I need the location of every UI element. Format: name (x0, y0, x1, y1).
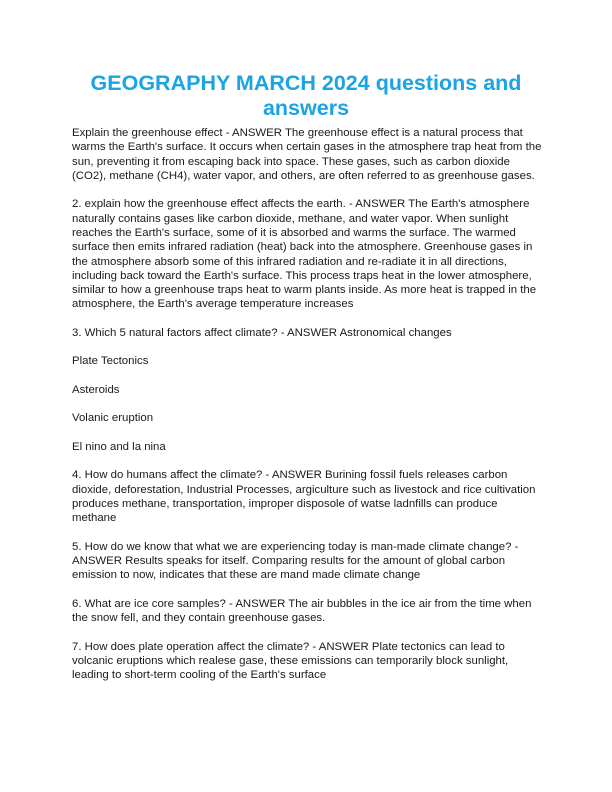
answer-3-natural-factors: 3. Which 5 natural factors affect climate? - ANSWER Astronomical changes (72, 326, 452, 339)
answer-7-plate-operation: 7. How does plate operation affect the climate? - ANSWER Plate tectonics can lead to volcanic eruptions which realese gase, these emissions can temporarily block sunlight, leading to short-term cooling of the Earth's surface (72, 640, 509, 682)
list-item-asteroids: Asteroids (72, 383, 120, 396)
answer-2-greenhouse-effect-earth: 2. explain how the greenhouse effect affects the earth. - ANSWER The Earth's atmosphere naturally contains gases like carbon dioxide, methane, and water vapor. When sunlight reaches the Earth's surface, some of it is absorbed and warms the surface. The warmed surface then emits infrared radiation (heat) back into the atmosphere. Greenhouse gases in the atmosphere absorb some of this infrared radiation and re-radiate it in all directions, including back toward the Earth's surface. This process traps heat in the lower atmosphere, similar to how a greenhouse traps heat to warm plants inside. As more heat is trapped in the atmosphere, the Earth's average temperature increases (72, 198, 537, 311)
list-item-el-nino: El nino and la nina (72, 440, 166, 453)
page-title: GEOGRAPHY MARCH 2024 questions and answers (90, 71, 522, 120)
document-body (72, 126, 544, 697)
answer-5-man-made-change: 5. How do we know that what we are experiencing today is man-made climate change? - ANSWER Results speaks for itself. Comparing results for the amount of global carbon emission to now, indicates that these are mand made climate change (72, 540, 519, 582)
list-item-plate-tectonics: Plate Tectonics (72, 355, 149, 368)
answer-6-ice-core-samples: 6. What are ice core samples? - ANSWER The air bubbles in the ice air from the time when the snow fell, and they contain greenhouse gases. (72, 597, 532, 625)
list-item-volcanic-eruption: Volanic eruption (72, 412, 154, 425)
answer-greenhouse-effect: Explain the greenhouse effect - ANSWER The greenhouse effect is a natural process that warms the Earth's surface. It occurs when certain gases in the atmosphere trap heat from the sun, preventing it from escaping back into space. These gases, such as carbon dioxide (CO2), methane (CH4), water vapor, and others, are often referred to as greenhouse gases. (72, 127, 542, 182)
answer-4-human-effects: 4. How do humans affect the climate? - ANSWER Burining fossil fuels releases carbon dioxide, deforestation, Industrial Processes, argiculture such as livestock and rice cultivation produces methane, transportation, improper disposole of watse ladnfills can produce methane (72, 469, 536, 525)
